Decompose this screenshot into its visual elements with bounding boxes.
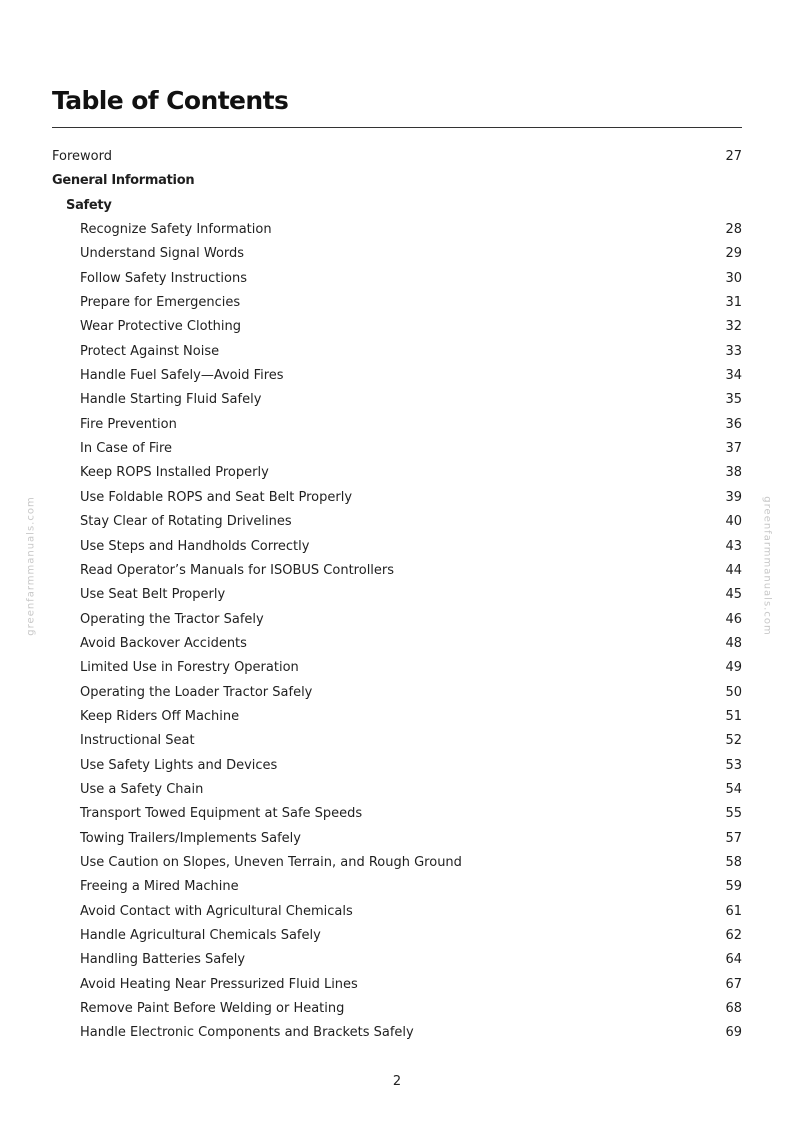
toc-entry[interactable]	[52, 778, 742, 802]
toc-entry[interactable]	[52, 583, 742, 607]
toc-entry-label: Handle Agricultural Chemicals Safely	[80, 928, 321, 943]
toc-entry-page: 40	[725, 514, 742, 530]
toc-entry-label: Transport Towed Equipment at Safe Speeds	[80, 806, 363, 822]
toc-entry-label: Recognize Safety Information	[80, 222, 272, 238]
toc-entry[interactable]	[52, 535, 742, 559]
toc-entry-page: 52	[725, 733, 742, 749]
toc-entry-label: General Information	[52, 173, 195, 189]
toc-entry[interactable]	[52, 608, 742, 632]
toc-entry-page: 49	[725, 660, 742, 676]
toc-entry-label: Use a Safety Chain	[80, 781, 204, 797]
toc-entry-page: 28	[725, 222, 742, 238]
toc-entry-page: 54	[725, 781, 742, 797]
toc-entry[interactable]	[52, 827, 742, 851]
toc-entry-page: 38	[725, 465, 742, 481]
toc-entry-page: 64	[725, 952, 742, 968]
toc-entry-page: 48	[725, 635, 742, 651]
toc-section-heading[interactable]	[52, 169, 742, 193]
toc-entry-label: Operating the Tractor Safely	[80, 611, 264, 627]
toc-entry-label: Read Operator’s Manuals for ISOBUS Controllers	[80, 562, 395, 578]
toc-entry-page: 46	[725, 611, 742, 627]
toc-entry-label: Protect Against Noise	[80, 343, 220, 359]
toc-entry[interactable]	[52, 924, 742, 948]
toc-entry[interactable]	[52, 437, 742, 461]
toc-entry[interactable]	[52, 510, 742, 534]
page-number: 2	[392, 1074, 402, 1089]
toc-entry-label: Stay Clear of Rotating Drivelines	[80, 514, 292, 530]
toc-entry-page: 32	[725, 319, 742, 335]
toc-entry-label: Limited Use in Forestry Operation	[80, 660, 299, 676]
toc-entry-page: 30	[725, 270, 742, 286]
toc-entry[interactable]	[52, 364, 742, 388]
toc-entry[interactable]	[52, 267, 742, 291]
toc-entry[interactable]	[52, 413, 742, 437]
toc-entry-label: Use Caution on Slopes, Uneven Terrain, and Rough Ground	[80, 854, 462, 870]
toc-entry-label: Handling Batteries Safely	[80, 952, 246, 968]
toc-entry-label: Freeing a Mired Machine	[80, 879, 239, 895]
title-divider	[52, 127, 742, 128]
toc-entry-label: Handle Starting Fluid Safely	[80, 392, 262, 408]
toc-entry-label: Use Steps and Handholds Correctly	[80, 538, 310, 554]
toc-entry-page: 59	[725, 879, 742, 895]
toc-entry[interactable]	[52, 656, 742, 680]
toc-entry-page: 29	[725, 246, 742, 262]
toc-entry-label: Use Foldable ROPS and Seat Belt Properly	[80, 489, 353, 505]
toc-entry[interactable]	[52, 875, 742, 899]
toc-entry-page: 51	[725, 708, 742, 724]
toc-entry-label: Use Seat Belt Properly	[80, 587, 226, 603]
toc-entry[interactable]	[52, 705, 742, 729]
toc-entry-label: Understand Signal Words	[80, 246, 245, 262]
watermark-right: greenfarmmanuals.com	[761, 496, 773, 636]
toc-entry[interactable]	[52, 948, 742, 972]
toc-entry-page: 39	[725, 489, 742, 505]
toc-entry[interactable]	[52, 754, 742, 778]
toc-entry[interactable]	[52, 461, 742, 485]
toc-entry[interactable]	[52, 997, 742, 1021]
toc-entry-label: Foreword	[52, 149, 112, 164]
toc-entry-label: Avoid Backover Accidents	[80, 635, 247, 651]
toc-entry-page: 44	[725, 562, 742, 578]
toc-entry-label: Keep Riders Off Machine	[80, 708, 240, 724]
toc-entry[interactable]	[52, 851, 742, 875]
toc-entry-label: Avoid Heating Near Pressurized Fluid Lines	[80, 976, 358, 992]
toc-entry-label: Avoid Contact with Agricultural Chemicals	[80, 903, 353, 919]
page-title: Table of Contents	[52, 86, 289, 115]
toc-entry[interactable]	[52, 681, 742, 705]
toc-entry[interactable]	[52, 388, 742, 412]
toc-entry[interactable]	[52, 291, 742, 315]
toc-entry[interactable]	[52, 559, 742, 583]
toc-entry-page: 69	[725, 1025, 742, 1041]
toc-entry-page: 53	[725, 757, 742, 773]
toc-entry-label: Prepare for Emergencies	[80, 295, 241, 311]
toc-entry[interactable]	[52, 802, 742, 826]
toc-entry-page: 67	[725, 976, 742, 992]
toc-entry-label: Wear Protective Clothing	[80, 319, 242, 335]
toc-entry-label: Handle Fuel Safely—Avoid Fires	[80, 368, 284, 384]
toc-entry-label: Safety	[66, 197, 112, 213]
toc-entry-label: Keep ROPS Installed Properly	[80, 465, 269, 481]
toc-entry-page: 35	[725, 392, 742, 408]
toc-entry[interactable]	[52, 900, 742, 924]
toc-entry-page: 27	[725, 149, 742, 164]
toc-entry-label: Use Safety Lights and Devices	[80, 757, 278, 773]
toc-entry-page: 31	[725, 295, 742, 311]
toc-entry-page: 37	[725, 441, 742, 457]
toc-section-heading[interactable]	[52, 194, 742, 218]
toc-entry[interactable]	[52, 218, 742, 242]
toc-entry[interactable]	[52, 486, 742, 510]
toc-entry[interactable]	[52, 973, 742, 997]
toc-entry-label: Operating the Loader Tractor Safely	[80, 684, 313, 700]
toc-entry-page: 55	[725, 806, 742, 822]
toc-entry-page: 68	[725, 1001, 742, 1017]
toc-entry-page: 43	[725, 538, 742, 554]
toc-entry-label: Follow Safety Instructions	[80, 270, 247, 286]
toc-entry-page: 58	[725, 854, 742, 870]
toc-entry-page: 45	[725, 587, 742, 603]
toc-entry-label: Instructional Seat	[80, 733, 195, 749]
toc-entry-label: Fire Prevention	[80, 416, 177, 432]
toc-entry-label: Towing Trailers/Implements Safely	[80, 830, 301, 846]
toc-entry[interactable]	[52, 632, 742, 656]
toc-entry[interactable]	[52, 145, 742, 169]
toc-entry[interactable]	[52, 729, 742, 753]
toc-entry-page: 50	[725, 684, 742, 700]
toc-entry[interactable]	[52, 1021, 742, 1045]
toc-entry-label: Remove Paint Before Welding or Heating	[80, 1001, 345, 1017]
toc-entry-page: 61	[725, 903, 742, 919]
toc-entry[interactable]	[52, 315, 742, 339]
toc-entry-page: 34	[725, 368, 742, 384]
watermark-left: greenfarmmanuals.com	[25, 496, 37, 636]
toc-entry-page: 57	[725, 830, 742, 846]
toc-entry-label: Handle Electronic Components and Brackets Safely	[80, 1025, 414, 1041]
toc-entry[interactable]	[52, 340, 742, 364]
toc-entry-label: In Case of Fire	[80, 441, 173, 457]
toc-entry-page: 36	[725, 416, 742, 432]
toc-entry-page: 62	[725, 928, 742, 943]
toc-entry-page: 33	[725, 343, 742, 359]
table-of-contents	[52, 145, 742, 1046]
toc-entry[interactable]	[52, 242, 742, 266]
